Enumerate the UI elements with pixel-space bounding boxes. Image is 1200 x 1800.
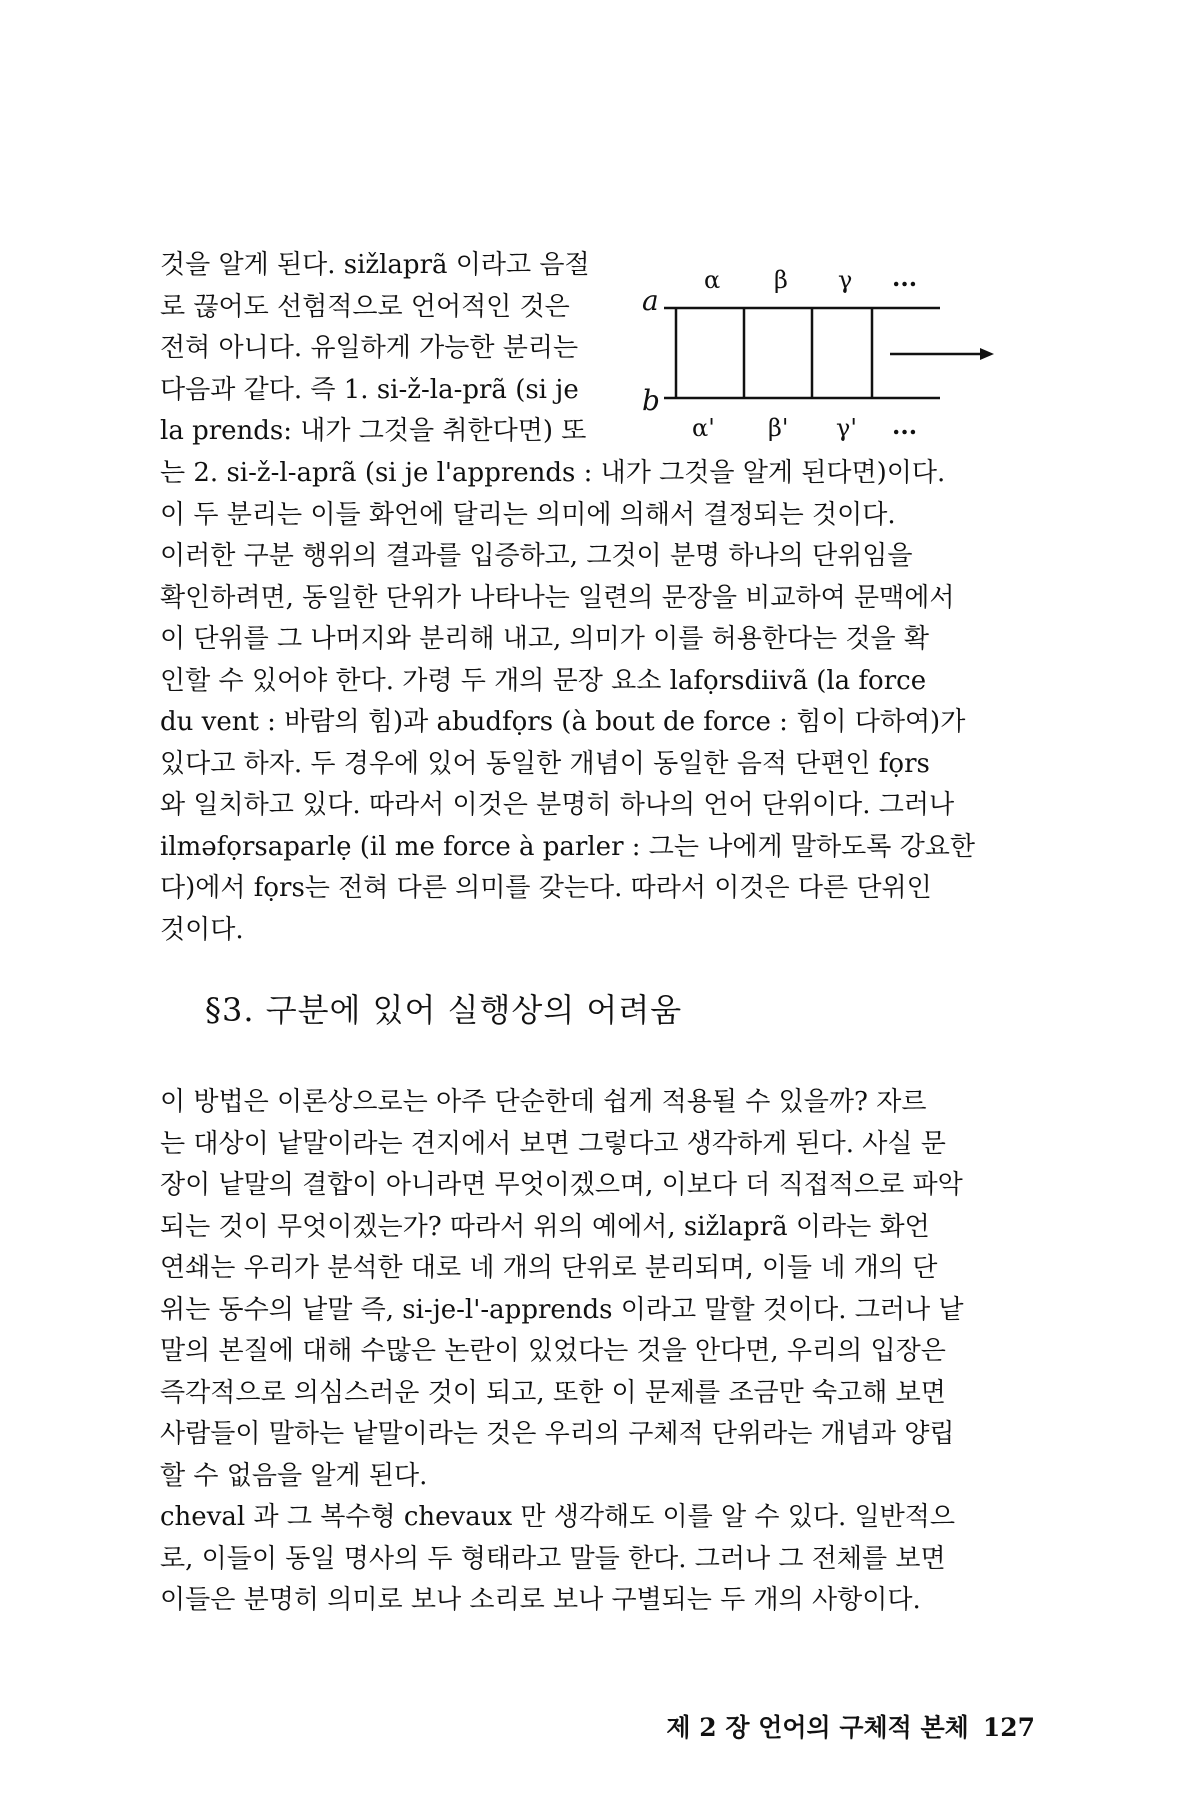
diagram-label-b: b (642, 384, 660, 417)
text-line: ilməfọrsaparlẹ (il me force à parler : 그는 나에게 말하도록 강요한 (160, 831, 975, 862)
text-line: 사람들이 말하는 낱말이라는 것은 우리의 구체적 단위라는 개념과 양립 (160, 1419, 955, 1449)
paragraph-middle (160, 453, 1032, 951)
text-line: 연쇄는 우리가 분석한 대로 네 개의 단위로 분리되며, 이들 네 개의 단 (160, 1253, 938, 1283)
text-line: 로, 이들이 동일 명사의 두 형태라고 말들 한다. 그러나 그 전체를 보면 (160, 1543, 946, 1574)
text-line: 확인하려면, 동일한 단위가 나타나는 일련의 문장을 비교하여 문맥에서 (160, 582, 955, 613)
diagram-symbol-gamma-prime: γ' (836, 414, 857, 442)
diagram-symbol-ellipsis-bottom: ... (892, 411, 918, 440)
text-line: 있다고 하자. 두 경우에 있어 동일한 개념이 동일한 음적 단편인 fọrs (160, 748, 930, 779)
diagram-symbol-beta-prime: β' (768, 414, 789, 442)
page-footer (640, 1708, 1035, 1744)
text-line: 는 대상이 낱말이라는 견지에서 보면 그렇다고 생각하게 된다. 사실 문 (160, 1128, 946, 1159)
text-line: 다)에서 fọrs는 전혀 다른 의미를 갖는다. 따라서 이것은 다른 단위인 (160, 873, 932, 903)
text-line: 할 수 없음을 알게 된다. (160, 1460, 428, 1491)
diagram-label-a: a (642, 284, 659, 317)
text-line: 장이 낱말의 결합이 아니라면 무엇이겠으며, 이보다 더 직접적으로 파악 (160, 1170, 963, 1200)
text-line: 이러한 구분 행위의 결과를 입증하고, 그것이 분명 하나의 단위임을 (160, 541, 913, 571)
segmentation-diagram (640, 268, 1030, 448)
diagram-symbol-alpha-prime: α' (692, 414, 715, 442)
chapter-title: 제 2 장 언어의 구체적 본체 (666, 1713, 969, 1742)
text-line: 인할 수 있어야 한다. 가령 두 개의 문장 요소 lafọrsdiivã (la force (160, 665, 927, 696)
arrowhead-icon (980, 348, 994, 360)
diagram-symbol-gamma: γ (838, 268, 853, 294)
text-line: du vent : 바람의 힘)과 abudfọrs (à bout de force : 힘이 다하여)가 (160, 707, 966, 737)
text-line: 전혀 아니다. 유일하게 가능한 분리는 (160, 333, 579, 363)
text-line: 이 두 분리는 이들 화언에 달리는 의미에 의해서 결정되는 것이다. (160, 499, 896, 530)
diagram-symbol-ellipsis: ... (892, 268, 918, 292)
text-line: 되는 것이 무엇이겠는가? 따라서 위의 예에서, sižlaprã 이라는 화언 (160, 1211, 930, 1242)
text-line: 위는 동수의 낱말 즉, si-je-l'-apprends 이라고 말할 것이다. 그러나 낱 (160, 1294, 964, 1325)
text-line: 것이다. (160, 914, 244, 945)
diagram-symbol-beta: β (774, 268, 788, 294)
text-line: 와 일치하고 있다. 따라서 이것은 분명히 하나의 언어 단위이다. 그러나 (160, 790, 955, 820)
diagram-symbol-alpha: α (704, 268, 721, 294)
paragraph-top (160, 245, 630, 453)
text-line: 이 단위를 그 나머지와 분리해 내고, 의미가 이를 허용한다는 것을 확 (160, 624, 930, 654)
text-line: 이 방법은 이론상으로는 아주 단순한데 쉽게 적용될 수 있을까? 자르 (160, 1087, 927, 1117)
text-line: 즉각적으로 의심스러운 것이 되고, 또한 이 문제를 조금만 숙고해 보면 (160, 1377, 946, 1408)
paragraph-bottom (160, 1082, 1032, 1622)
section-heading: §3. 구분에 있어 실행상의 어려움 (205, 991, 683, 1029)
text-line: 다음과 같다. 즉 1. si-ž-la-prã (si je (160, 374, 579, 405)
text-line: la prends: 내가 그것을 취한다면) 또 (160, 416, 587, 446)
text-line: 이들은 분명히 의미로 보나 소리로 보나 구별되는 두 개의 사항이다. (160, 1585, 921, 1615)
text-line: 는 2. si-ž-l-aprã (si je l'apprends : 내가 그것을 알게 된다면)이다. (160, 458, 946, 488)
text-line: cheval 과 그 복수형 chevaux 만 생각해도 이를 알 수 있다. 일반적으 (160, 1502, 955, 1532)
text-line: 것을 알게 된다. sižlaprã 이라고 음절 (160, 250, 590, 280)
page-number: 127 (982, 1713, 1035, 1742)
text-line: 로 끊어도 선험적으로 언어적인 것은 (160, 291, 570, 322)
text-line: 말의 본질에 대해 수많은 논란이 있었다는 것을 안다면, 우리의 입장은 (160, 1336, 946, 1366)
